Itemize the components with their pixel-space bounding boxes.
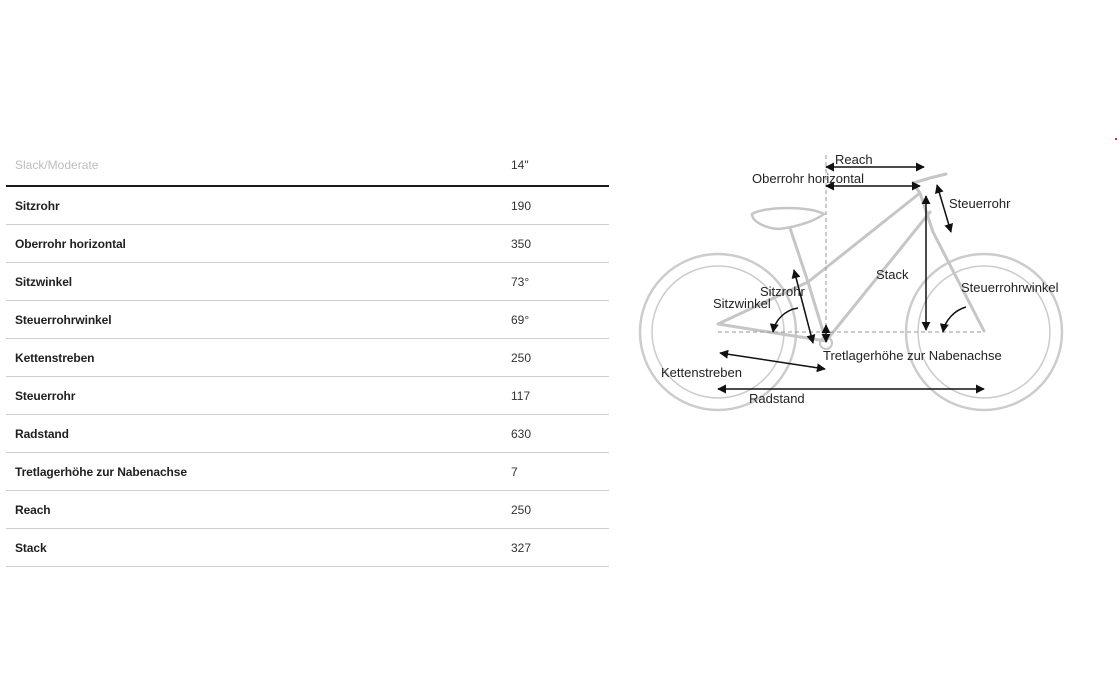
row-label: Sitzwinkel xyxy=(15,275,73,289)
steuerrohrwinkel-arrow xyxy=(943,307,966,332)
label-kettenstreben: Kettenstreben xyxy=(661,365,742,380)
row-label: Sitzrohr xyxy=(15,199,60,213)
table-row xyxy=(6,339,609,377)
table-row xyxy=(6,263,609,301)
row-label: Reach xyxy=(15,503,51,517)
row-label: Stack xyxy=(15,541,47,555)
row-label: Radstand xyxy=(15,427,69,441)
table-row xyxy=(6,453,609,491)
row-value: 350 xyxy=(511,237,532,251)
label-oberrohr: Oberrohr horizontal xyxy=(752,171,864,186)
bike-geometry-svg xyxy=(630,140,1070,420)
row-value: 190 xyxy=(511,199,532,213)
label-radstand: Radstand xyxy=(749,391,805,406)
table-header xyxy=(6,147,609,187)
row-value: 69° xyxy=(511,313,530,327)
row-label: Tretlagerhöhe zur Nabenachse xyxy=(15,465,187,479)
table-row xyxy=(6,187,609,225)
label-sitzwinkel: Sitzwinkel xyxy=(713,296,771,311)
header-frame-size: 14" xyxy=(511,158,529,172)
label-steuerrohrwinkel: Steuerrohrwinkel xyxy=(961,280,1059,295)
table-row xyxy=(6,301,609,339)
geometry-table xyxy=(6,147,609,567)
bike-frame xyxy=(718,174,984,349)
label-sitzrohr: Sitzrohr xyxy=(760,284,805,299)
table-row xyxy=(6,377,609,415)
row-label: Steuerrohrwinkel xyxy=(15,313,112,327)
label-reach: Reach xyxy=(835,152,873,167)
row-value: 250 xyxy=(511,351,532,365)
row-label: Oberrohr horizontal xyxy=(15,237,126,251)
label-stack: Stack xyxy=(876,267,909,282)
row-value: 73° xyxy=(511,275,530,289)
table-row xyxy=(6,529,609,567)
table-row xyxy=(6,225,609,263)
table-row xyxy=(6,415,609,453)
label-steuerrohr: Steuerrohr xyxy=(949,196,1011,211)
table-row xyxy=(6,491,609,529)
marker-dot xyxy=(1115,138,1117,140)
bike-geometry-diagram xyxy=(630,140,1070,425)
row-label: Kettenstreben xyxy=(15,351,95,365)
row-value: 327 xyxy=(511,541,532,555)
row-value: 7 xyxy=(511,465,518,479)
label-tretlager: Tretlagerhöhe zur Nabenachse xyxy=(823,348,1002,363)
row-value: 250 xyxy=(511,503,532,517)
row-value: 117 xyxy=(511,389,531,403)
row-value: 630 xyxy=(511,427,532,441)
header-model-label: Slack/Moderate xyxy=(15,158,99,172)
row-label: Steuerrohr xyxy=(15,389,76,403)
